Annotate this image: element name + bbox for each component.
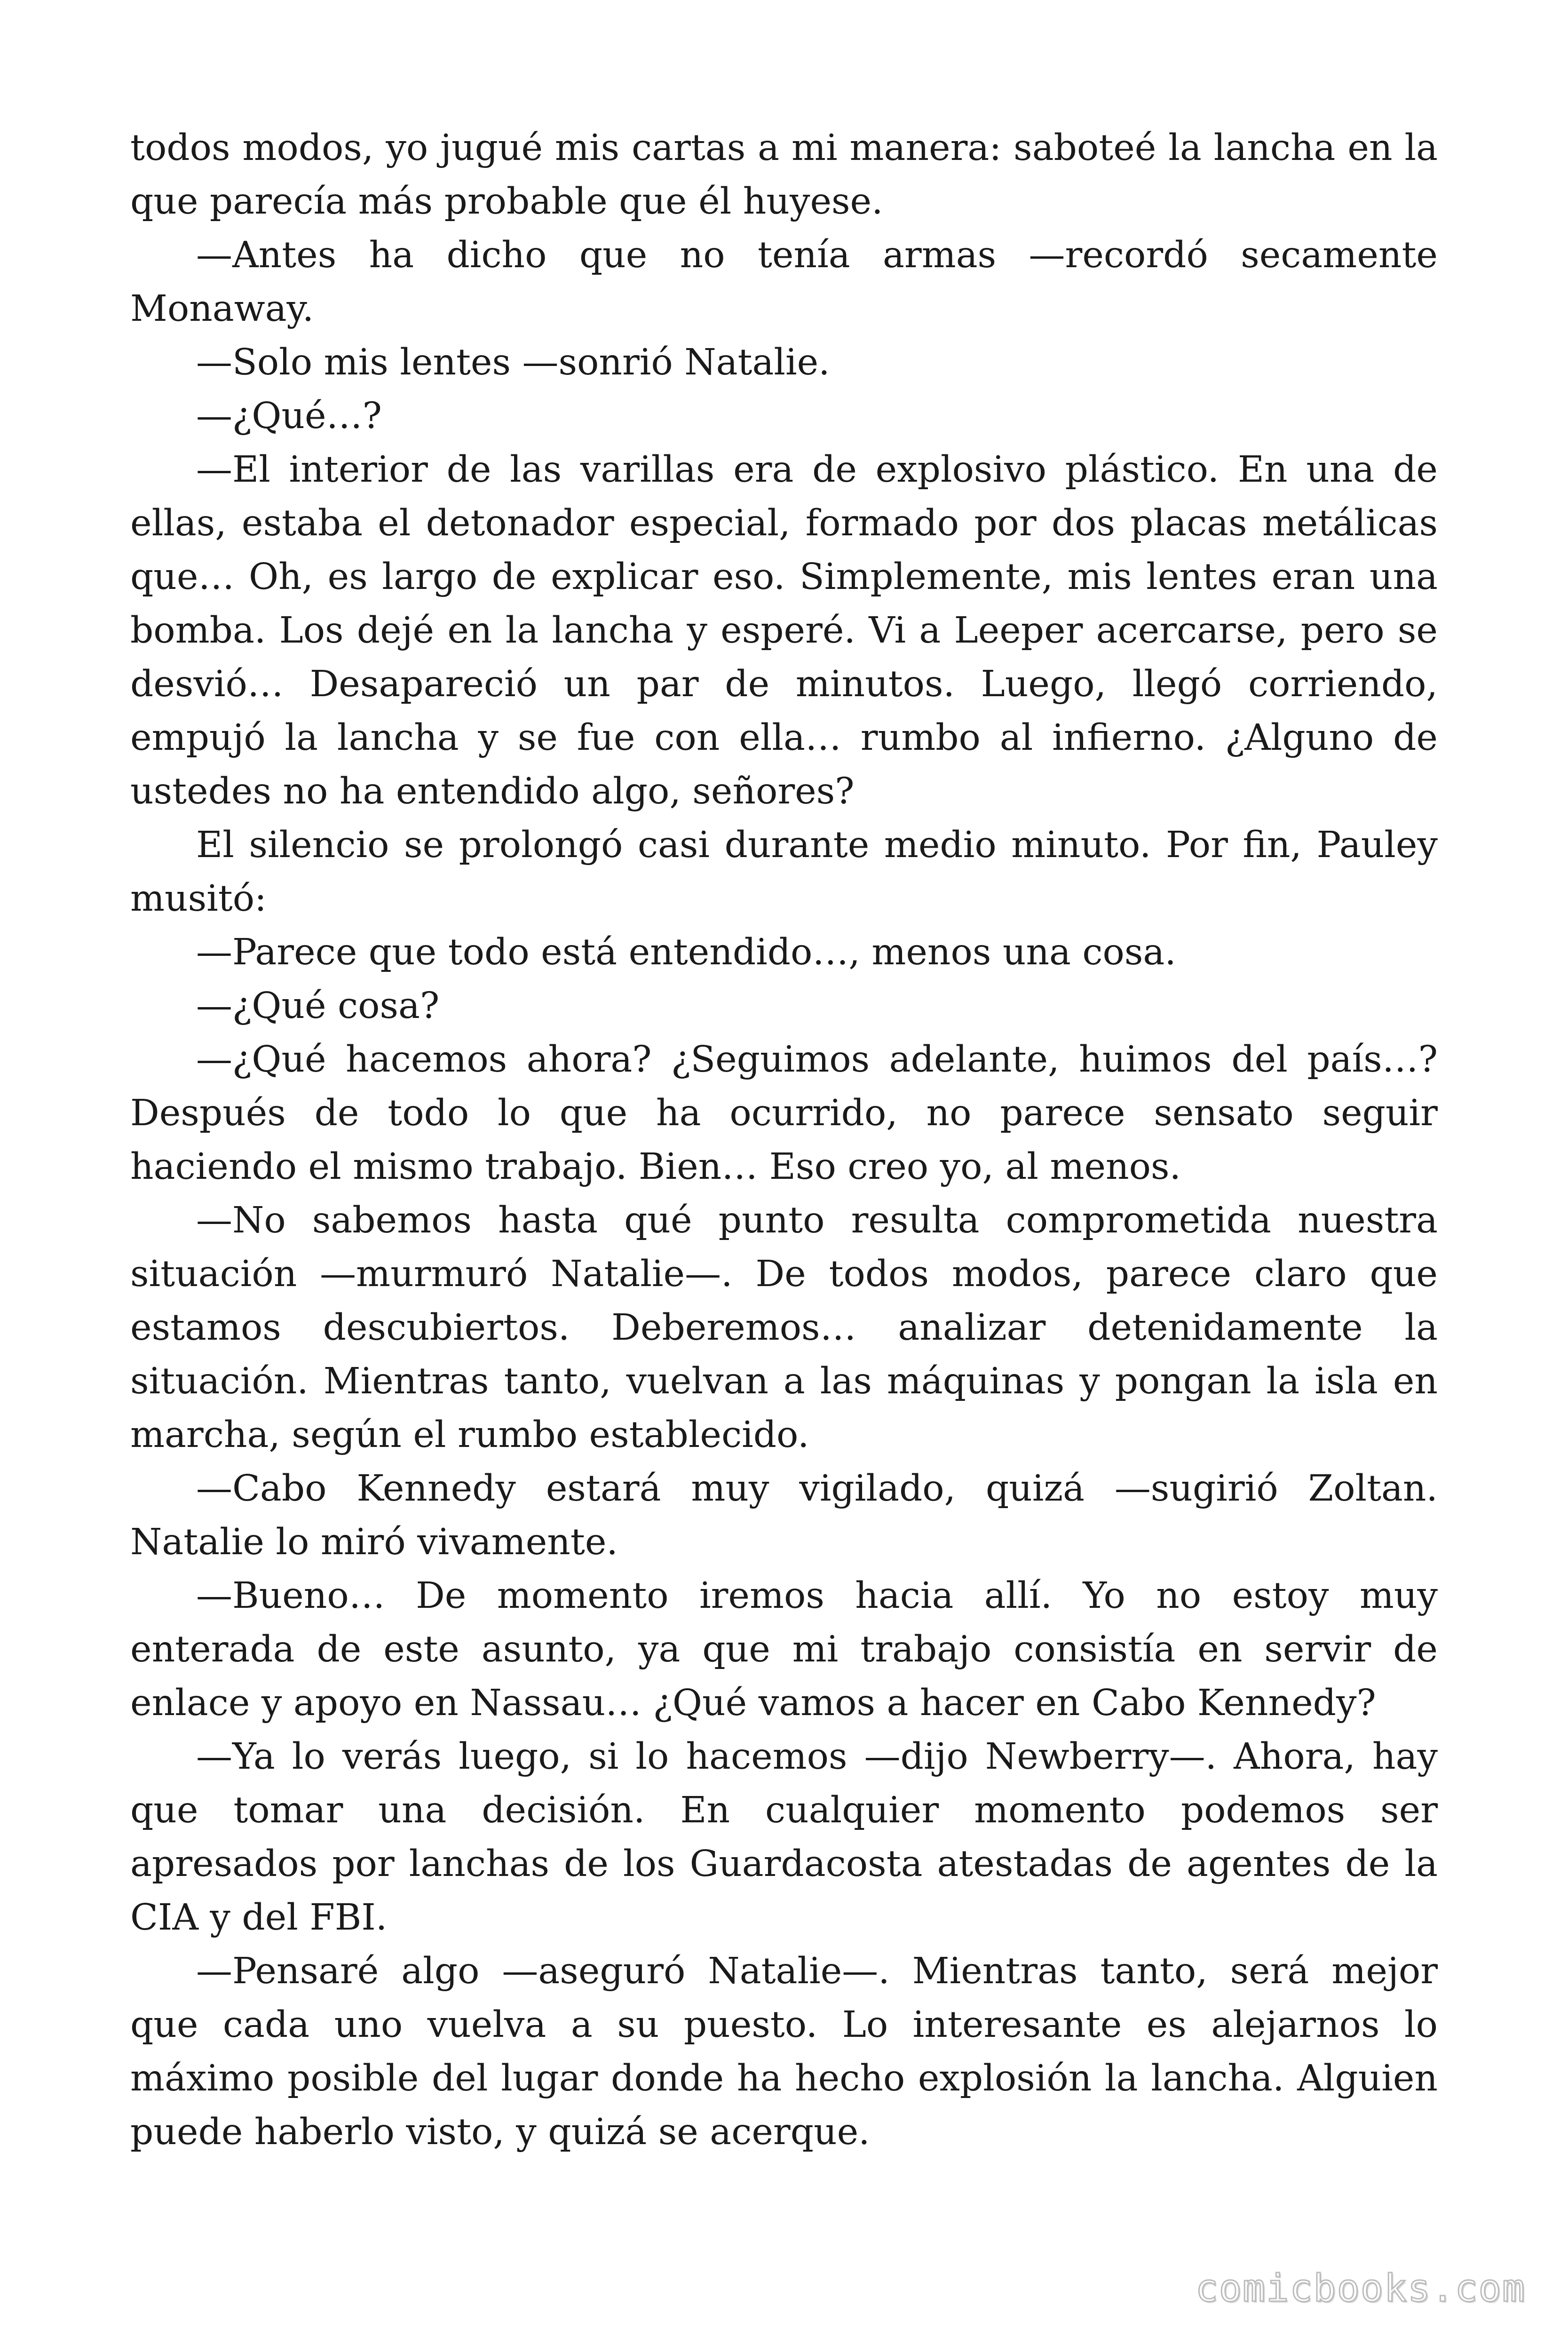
paragraph: —El interior de las varillas era de explosivo plástico. En una de ellas, estaba el detonador especial, formado por dos placas metálicas que… Oh, es largo de explicar eso. Simplemente, mis lentes eran una bomba. Los dejé en la lancha y esperé. Vi a Leeper acercarse, pero se desvió… Desapareció un par de minutos. Luego, llegó corriendo, empujó la lancha y se fue con ella… rumbo al infierno. ¿Alguno de ustedes no ha entendido algo, señores? (130, 449, 1438, 812)
paragraph: —Antes ha dicho que no tenía armas —recordó secamente Monaway. (130, 234, 1438, 330)
paragraph: todos modos, yo jugué mis cartas a mi manera: saboteé la lancha en la que parecía más probable que él huyese. (130, 127, 1438, 222)
paragraph: —Bueno… De momento iremos hacia allí. Yo no estoy muy enterada de este asunto, ya que mi trabajo consistía en servir de enlace y apoyo en Nassau… ¿Qué vamos a hacer en Cabo Kennedy? (130, 1575, 1438, 1724)
paragraph: —¿Qué…? (196, 395, 382, 437)
paragraph: El silencio se prolongó casi durante medio minuto. Por fin, Pauley musitó: (130, 824, 1438, 920)
paragraph: —¿Qué cosa? (196, 985, 440, 1027)
paragraph: —No sabemos hasta qué punto resulta comprometida nuestra situación —murmuró Natalie—. De todos modos, parece claro que estamos descubiertos. Deberemos… analizar detenidamente la situación. Mientras tanto, vuelvan a las máquinas y pongan la isla en marcha, según el rumbo establecido. (130, 1200, 1438, 1456)
paragraph: —Parece que todo está entendido…, menos una cosa. (196, 931, 1176, 973)
paragraph: —Solo mis lentes —sonrió Natalie. (196, 342, 830, 383)
watermark-logo: comicbooks.com (1195, 2266, 1526, 2310)
paragraph: —Ya lo verás luego, si lo hacemos —dijo Newberry—. Ahora, hay que tomar una decisión. En cualquier momento podemos ser apresados por lanchas de los Guardacosta atestadas de agentes de la CIA y del FBI. (130, 1736, 1438, 1939)
paragraph: —Cabo Kennedy estará muy vigilado, quizá —sugirió Zoltan. Natalie lo miró vivamente. (130, 1468, 1438, 1563)
paragraph: —¿Qué hacemos ahora? ¿Seguimos adelante, huimos del país…? Después de todo lo que ha ocurrido, no parece sensato seguir haciendo el mismo trabajo. Bien… Eso creo yo, al menos. (130, 1039, 1438, 1188)
body-text (130, 121, 1438, 2159)
paragraph: —Pensaré algo —aseguró Natalie—. Mientras tanto, será mejor que cada uno vuelva a su puesto. Lo interesante es alejarnos lo máximo posible del lugar donde ha hecho explosión la lancha. Alguien puede haberlo visto, y quizá se acerque. (130, 1950, 1438, 2153)
